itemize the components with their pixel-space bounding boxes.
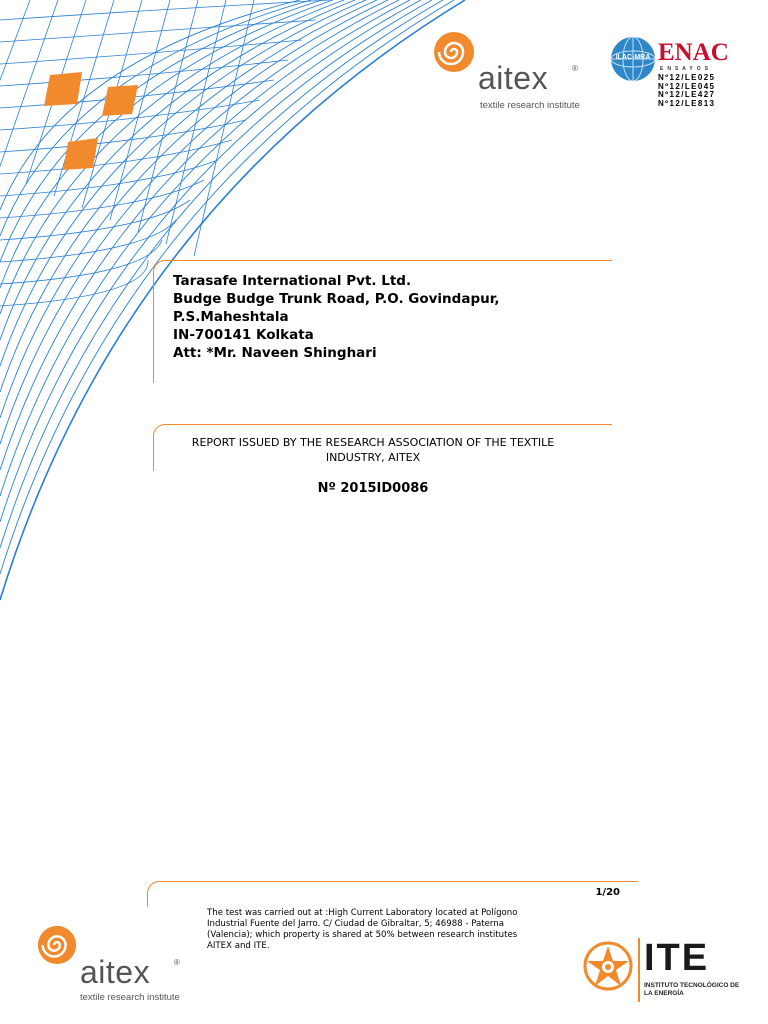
orange-square bbox=[63, 138, 98, 170]
report-title-line: INDUSTRY, AITEX bbox=[325, 451, 421, 464]
seal-label: ILAC-MRA bbox=[615, 54, 651, 61]
grid-line bbox=[0, 0, 30, 160]
ite-sub: LA ENERGÍA bbox=[644, 990, 684, 997]
recipient-attention: Att: *Mr. Naveen Shinghari bbox=[173, 345, 377, 361]
recipient-city: IN-700141 Kolkata bbox=[173, 327, 314, 343]
aitex-subtitle: textile research institute bbox=[480, 100, 580, 111]
recipient-company: Tarasafe International Pvt. Ltd. bbox=[173, 273, 412, 289]
recipient-address bbox=[173, 272, 500, 362]
aitex-logo-header bbox=[432, 30, 592, 115]
aitex-subtitle: textile research institute bbox=[80, 992, 180, 1003]
aitex-wordmark: aitex bbox=[80, 954, 151, 990]
report-title-line: REPORT ISSUED BY THE RESEARCH ASSOCIATION OF THE TEXTILE bbox=[191, 436, 555, 449]
ite-sub: INSTITUTO TECNOLÓGICO DE bbox=[644, 982, 740, 989]
enac-name: ENAC bbox=[658, 39, 729, 66]
spiral-icon bbox=[432, 30, 476, 74]
enac-code: Nº12/LE025 bbox=[658, 73, 716, 82]
footer-note-line: (Valencia); which property is shared at 50% between research institutes bbox=[207, 930, 518, 940]
spiral-icon bbox=[36, 924, 78, 966]
enac-code: Nº12/LE045 bbox=[658, 81, 716, 91]
registered-mark: ® bbox=[174, 958, 180, 967]
ilac-seal bbox=[610, 36, 656, 82]
footer-note-line: AITEX and ITE. bbox=[207, 941, 270, 951]
grid-line bbox=[0, 220, 176, 262]
footer-frame bbox=[147, 881, 638, 907]
orange-squares-decoration bbox=[40, 70, 150, 180]
star-emblem-icon bbox=[582, 940, 634, 992]
enac-sub: ENSAYOS bbox=[660, 66, 712, 72]
ite-logo bbox=[582, 938, 752, 1008]
report-number: Nº 2015ID0086 bbox=[317, 481, 429, 496]
orange-square bbox=[44, 72, 82, 106]
enac-code: Nº12/LE813 bbox=[658, 98, 716, 108]
grid-line bbox=[166, 0, 226, 244]
footer-note-line: Industrial Fuente del Jarro. C/ Ciudad de Gibraltar, 5; 46988 - Paterna bbox=[207, 919, 505, 929]
grid-line bbox=[194, 0, 254, 256]
aitex-logo-footer bbox=[34, 924, 194, 1004]
enac-codes bbox=[658, 74, 715, 108]
enac-code: Nº12/LE427 bbox=[658, 90, 716, 100]
enac-accreditation bbox=[658, 40, 738, 115]
aitex-wordmark: aitex bbox=[478, 60, 549, 96]
footer-note-line: The test was carried out at :High Current Laboratory located at Polígono bbox=[207, 908, 518, 918]
grid-line bbox=[0, 200, 190, 240]
grid-line bbox=[0, 40, 302, 64]
page-number: 1/20 bbox=[595, 887, 620, 898]
orange-square bbox=[102, 85, 138, 116]
registered-mark: ® bbox=[572, 64, 578, 73]
report-title bbox=[153, 435, 593, 465]
recipient-street: Budge Budge Trunk Road, P.O. Govindapur, bbox=[173, 291, 500, 307]
ite-name: ITE bbox=[644, 937, 710, 979]
recipient-district: P.S.Maheshtala bbox=[173, 309, 289, 325]
ite-divider bbox=[638, 938, 640, 1002]
footer-note bbox=[207, 908, 518, 952]
